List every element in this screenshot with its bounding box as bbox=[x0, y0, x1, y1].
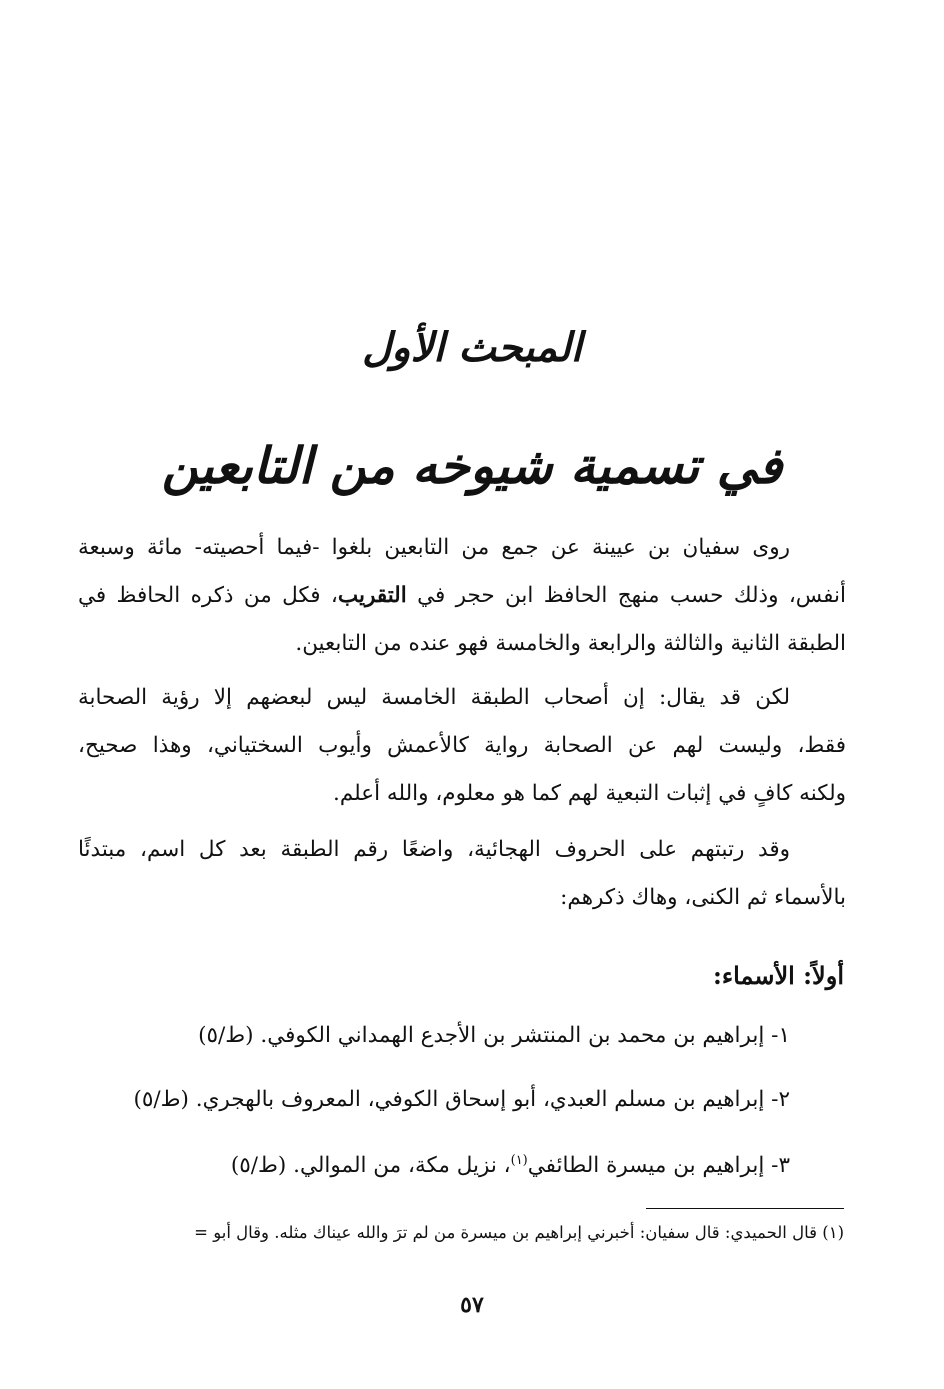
list-item: ٢- إبراهيم بن مسلم العبدي، أبو إسحاق الكوفي، المعروف بالهجري. (ط/٥) bbox=[133, 1087, 790, 1112]
paragraph-line: ولكنه كافٍ في إثبات التبعية لهم كما هو معلوم، والله أعلم. bbox=[333, 781, 846, 806]
paragraph-line: فقط، وليست لهم عن الصحابة رواية كالأعمش وأيوب السختياني، وهذا صحيح، bbox=[78, 733, 846, 758]
list-item-text: ٣- إبراهيم بن ميسرة الطائفي bbox=[527, 1153, 790, 1178]
list-item bbox=[231, 1146, 790, 1186]
paragraph-text: أنفس، وذلك حسب منهج الحافظ ابن حجر في bbox=[417, 583, 847, 608]
paragraph-line: وقد رتبتهم على الحروف الهجائية، واضعًا رقم الطبقة بعد كل اسم، مبتدئًا bbox=[78, 837, 790, 862]
chapter-subtitle: في تسمية شيوخه من التابعين bbox=[161, 436, 783, 495]
page-number: ٥٧ bbox=[460, 1292, 484, 1318]
book-title-bold: التقريب bbox=[337, 583, 407, 608]
list-item-text: ، نزيل مكة، من الموالي. (ط/٥) bbox=[230, 1153, 511, 1178]
paragraph-line: بالأسماء ثم الكنى، وهاك ذكرهم: bbox=[560, 885, 846, 910]
paragraph-line: الطبقة الثانية والثالثة والرابعة والخامسة فهو عنده من التابعين. bbox=[295, 631, 846, 656]
section-heading: أولاً: الأسماء: bbox=[713, 961, 844, 990]
paragraph-line bbox=[78, 572, 846, 620]
footnote-reference[interactable]: (١) bbox=[510, 1152, 528, 1168]
chapter-title: المبحث الأول bbox=[362, 324, 582, 371]
paragraph-2 bbox=[78, 674, 846, 818]
footnote-divider bbox=[646, 1208, 844, 1209]
paragraph-line: روى سفيان بن عيينة عن جمع من التابعين بلغوا -فيما أحصيته- مائة وسبعة bbox=[78, 535, 790, 560]
paragraph-1 bbox=[78, 524, 846, 668]
paragraph-text: ، فكل من ذكره الحافظ في bbox=[78, 583, 338, 608]
list-item: ١- إبراهيم بن محمد بن المنتشر بن الأجدع الهمداني الكوفي. (ط/٥) bbox=[198, 1023, 790, 1048]
paragraph-line: لكن قد يقال: إن أصحاب الطبقة الخامسة ليس لبعضهم إلا رؤية الصحابة bbox=[78, 685, 790, 710]
paragraph-3 bbox=[78, 826, 846, 922]
footnote: (١) قال الحميدي: قال سفيان: أخبرني إبراهيم بن ميسرة من لم ترَ والله عيناك مثله. وقال أبو = bbox=[194, 1223, 844, 1242]
